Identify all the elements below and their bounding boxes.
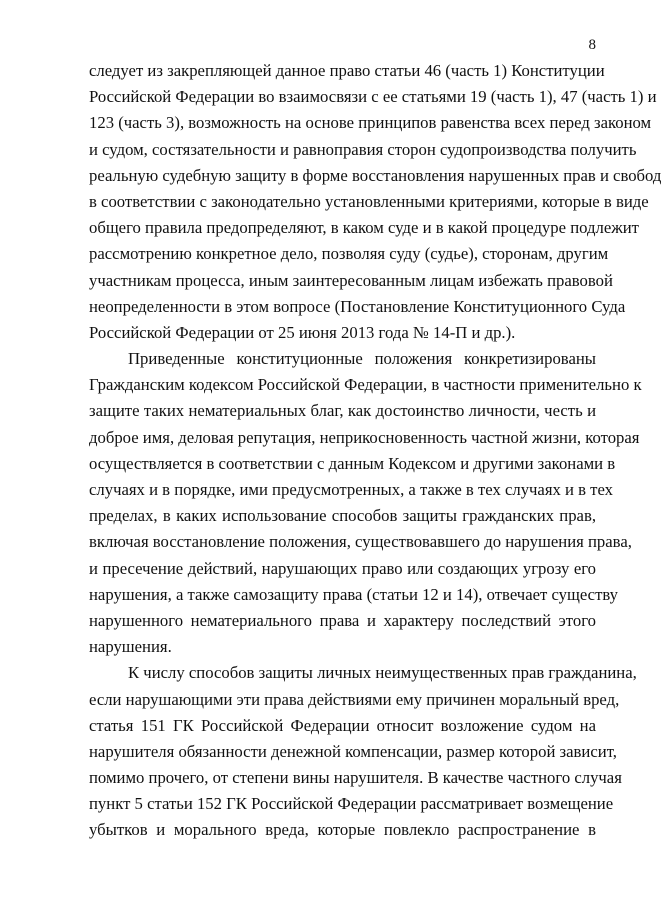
paragraph-1 (89, 58, 661, 346)
text-line: если нарушающими эти права действиями ему причинен моральный вред, (89, 689, 620, 709)
text-line: общего правила предопределяют, в каком суде и в какой процедуре подлежит (89, 218, 639, 238)
text-line: помимо прочего, от степени вины нарушителя. В качестве частного случая (89, 768, 622, 788)
text-line: нарушителя обязанности денежной компенсации, размер которой зависит, (89, 741, 617, 761)
text-line: пункт 5 статьи 152 ГК Российской Федерации рассматривает возмещение (89, 794, 614, 814)
text-line: нарушенного нематериального права и характеру последствий этого (89, 610, 596, 630)
text-line: К числу способов защиты личных неимущественных прав гражданина, (128, 663, 637, 683)
text-line: осуществляется в соответствии с данным Кодексом и другими законами в (89, 453, 616, 473)
text-line: и пресечение действий, нарушающих право или создающих угрозу его (89, 558, 596, 578)
body-text (89, 58, 661, 844)
text-line: доброе имя, деловая репутация, неприкосновенность частной жизни, которая (89, 427, 640, 447)
page-number: 8 (588, 37, 596, 53)
text-line: нарушения. (89, 637, 172, 657)
text-line: нарушения, а также самозащиту права (статьи 12 и 14), отвечает существу (89, 584, 619, 604)
text-line: убытков и морального вреда, которые повлекло распространение в (89, 820, 596, 840)
text-line: случаях и в порядке, ими предусмотренных, а также в тех случаях и в тех (89, 480, 614, 499)
text-line: следует из закрепляющей данное право статьи 46 (часть 1) Конституции (89, 61, 605, 80)
paragraph-2 (89, 346, 642, 660)
text-line: в соответствии с законодательно установленными критериями, которые в виде (89, 191, 649, 211)
text-line: реальную судебную защиту в форме восстановления нарушенных прав и свобод (89, 165, 661, 185)
text-line: Российской Федерации во взаимосвязи с ее статьями 19 (часть 1), 47 (часть 1) и (89, 87, 657, 107)
text-line: и судом, состязательности и равноправия сторон судопроизводства получить (89, 139, 637, 159)
text-line: Приведенные конституционные положения конкретизированы (128, 349, 596, 369)
text-line: участникам процесса, иным заинтересованным лицам избежать правовой (89, 270, 613, 290)
text-line: Гражданским кодексом Российской Федерации, в частности применительно к (89, 375, 642, 395)
text-line: рассмотрению конкретное дело, позволяя суду (судье), сторонам, другим (89, 244, 609, 264)
text-line: защите таких нематериальных благ, как достоинство личности, честь и (89, 401, 596, 421)
text-line: статья 151 ГК Российской Федерации относит возложение судом на (89, 715, 596, 735)
paragraph-3 (89, 660, 637, 843)
text-line: 123 (часть 3), возможность на основе принципов равенства всех перед законом (89, 113, 652, 133)
text-line: Российской Федерации от 25 июня 2013 года № 14-П и др.). (89, 322, 516, 342)
text-line: включая восстановление положения, существовавшего до нарушения права, (89, 532, 632, 552)
text-line: неопределенности в этом вопросе (Постановление Конституционного Суда (89, 296, 626, 316)
text-line: пределах, в каких использование способов защиты гражданских прав, (89, 506, 596, 526)
